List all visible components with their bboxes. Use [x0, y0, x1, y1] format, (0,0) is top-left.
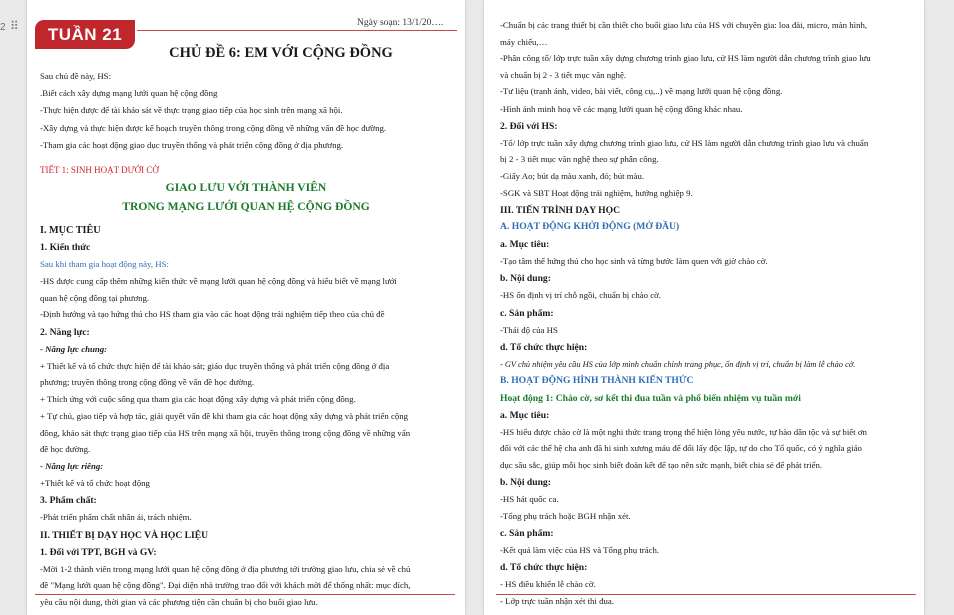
document-page-right — [484, 0, 924, 615]
content-text: -HS hát quốc ca. — [500, 493, 559, 504]
document-page-left — [27, 0, 465, 615]
competence-line: đề học đường. — [40, 444, 91, 455]
product-text: -Kết quả làm việc của HS và Tổng phụ trách. — [500, 544, 660, 555]
subsection-heading: 3. Phẩm chất: — [40, 495, 97, 507]
product-label: c. Sản phẩm: — [500, 527, 554, 539]
subsection-heading: 2. Đối với HS: — [500, 120, 558, 132]
intro-line: -Thực hiện được để tài khảo sát về thực trạng giao tiếp của học sinh trên mạng xã hội. — [40, 105, 343, 116]
product-label: c. Sản phẩm: — [500, 307, 554, 319]
competence-line: đồng, khảo sát thực trạng giao tiếp của HS trên mạng xã hội, truyền thông trong cộng đồng về những vấn — [40, 427, 411, 438]
equipment-line: máy chiếu,… — [500, 36, 548, 47]
footer-rule — [496, 594, 916, 595]
left-page-body — [40, 45, 452, 610]
activity-heading: B. HOẠT ĐỘNG HÌNH THÀNH KIẾN THỨC — [500, 374, 694, 386]
content-text: -Tổng phụ trách hoặc BGH nhận xét. — [500, 510, 631, 521]
right-page-body — [500, 17, 912, 611]
lesson-label: TIẾT 1: SINH HOẠT DƯỚI CỜ — [40, 165, 159, 176]
product-text: -Thái độ của HS — [500, 324, 558, 335]
organization-label: d. Tổ chức thực hiện: — [500, 341, 588, 353]
student-prep-line: bị 2 - 3 tiết mục văn nghệ theo sự phân công. — [500, 154, 659, 165]
intro-line: .Biết cách xây dựng mạng lưới quan hệ cộng đồng — [40, 88, 218, 99]
equipment-line: -Chuẩn bị các trang thiết bị cần thiết cho buổi giao lưu của HS với chuyên gia: loa đài, micro, màn hình, — [500, 20, 868, 30]
section-heading: II. THIẾT BỊ DẠY HỌC VÀ HỌC LIỆU — [40, 529, 209, 541]
subsection-heading: 1. Đối với TPT, BGH và GV: — [40, 546, 157, 558]
knowledge-line: -HS được cung cấp thêm những kiến thức về mạng lưới quan hệ cộng đồng và hiểu biết về mạng lưới — [40, 276, 397, 287]
equipment-line: -Hình ảnh minh hoạ về các mạng lưới quan hệ cộng đồng khác nhau. — [500, 103, 743, 114]
competence-line: +Thiết kế và tổ chức hoạt động — [40, 478, 150, 489]
goal-label: a. Mục tiêu: — [500, 239, 550, 251]
header-rule — [137, 30, 457, 31]
drag-handle-icon[interactable]: ⠿ — [10, 19, 19, 33]
organization-text: - Lớp trực tuần nhận xét thi đua. — [500, 596, 614, 607]
subsection-heading: 1. Kiến thức — [40, 242, 91, 254]
knowledge-line: -Định hướng và tạo hứng thú cho HS tham gia vào các hoạt động trải nghiệm tiếp theo của chủ đề — [40, 309, 385, 320]
section-heading: III. TIẾN TRÌNH DẠY HỌC — [500, 205, 621, 217]
intro-line: -Tham gia các hoạt động giao dục truyền thống và phát triển cộng đồng ở địa phương. — [40, 139, 344, 150]
knowledge-intro: Sau khi tham gia hoạt động này, HS: — [40, 259, 169, 270]
competence-line: + Thiết kế và tổ chức thực hiện để tài khảo sát; giáo dục truyền thống và phát triển cộng đồng ở địa — [40, 360, 390, 371]
lesson-title: TRONG MẠNG LƯỚI QUAN HỆ CỘNG ĐỒNG — [122, 199, 370, 213]
goal-text: -HS hiểu được chào cờ là một nghi thức trang trọng thể hiện lòng yêu nước, tự hào dân tộc và sự biết ơn — [500, 426, 867, 437]
student-prep-line: -SGK và SBT Hoạt động trải nghiệm, hướng nghiệp 9. — [500, 188, 693, 199]
activity-title: Hoạt động 1: Chào cờ, sơ kết thi đua tuần và phổ biến nhiệm vụ tuần mới — [500, 392, 801, 404]
equipment-line: -Tư liệu (tranh ảnh, video, bài viết, công cụ,..) về mạng lưới quan hệ cộng đồng. — [500, 86, 783, 97]
section-heading: I. MỤC TIÊU — [40, 225, 101, 237]
student-prep-line: -Tổ/ lớp trực tuần xây dựng chương trình giao lưu, cử HS làm người dẫn chương trình giao lưu và chuẩn — [500, 137, 869, 148]
general-competence-label: - Năng lực chung: — [40, 343, 108, 354]
intro-line: Sau chủ đề này, HS: — [40, 71, 112, 81]
subsection-heading: 2. Năng lực: — [40, 326, 90, 338]
organization-text: - GV chủ nhiệm yêu cầu HS của lớp mình chuẩn chỉnh trang phục, ổn định vị trí, chuẩn bị làm lễ chào cờ. — [500, 359, 856, 369]
equipment-line: đề "Mạng lưới quan hệ cộng đồng". Đại diện nhà trường trao đổi với khách mời để thống nhất: mục đích, — [40, 580, 411, 591]
page-number: 2 — [0, 22, 6, 33]
content-text: -HS ổn định vị trí chỗ ngồi, chuẩn bị chào cờ. — [500, 290, 662, 301]
intro-line: -Xây dựng và thực hiện được kế hoạch truyền thông trong cộng đồng về những vấn đề học đường. — [40, 122, 387, 133]
organization-text: - HS điều khiển lễ chào cờ. — [500, 579, 596, 590]
competence-line: + Thích ứng với cuộc sống qua tham gia các hoạt động xây dựng và phát triển cộng đồng. — [40, 394, 356, 404]
organization-label: d. Tổ chức thực hiện: — [500, 562, 588, 574]
knowledge-line: quan hệ cộng đồng tại phương. — [40, 292, 150, 303]
student-prep-line: -Giấy Ao; bút dạ màu xanh, đỏ; bút màu. — [500, 170, 645, 181]
competence-line: + Tự chủ, giao tiếp và hợp tác, giải quyết vấn đề khi tham gia các hoạt động xây dựng và phát triển cộng — [40, 411, 409, 422]
goal-text: đối với các thế hệ cha anh đã hi sinh xương máu để đổi lấy độc lập, tự do cho Tổ quốc, có ý nghĩa giáo — [500, 443, 862, 454]
specific-competence-label: - Năng lực riêng: — [40, 460, 104, 471]
equipment-line: yêu cầu nội dung, thời gian và các phương tiện cần chuẩn bị cho buổi giao lưu. — [40, 596, 318, 607]
equipment-line: -Phân công tổ/ lớp trực tuần xây dựng chương trình giao lưu, cử HS làm người dẫn chương trình giao lưu — [500, 53, 871, 64]
goal-label: a. Mục tiêu: — [500, 409, 550, 421]
competence-line: phương; truyền thông trong cộng đồng về vấn đề học đường. — [40, 377, 255, 388]
footer-rule — [35, 594, 455, 595]
week-badge: TUẦN 21 — [35, 20, 135, 49]
goal-text: -Tạo tâm thế hứng thú cho học sinh và từng bước làm quen với giờ chào cờ. — [500, 256, 768, 267]
lesson-title: GIAO LƯU VỚI THÀNH VIÊN — [165, 181, 327, 195]
content-label: b. Nội dung: — [500, 476, 551, 488]
equipment-line: -Mời 1-2 thành viên trong mạng lưới quan hệ cộng đồng ở địa phương tới trường giao lưu, chia sẻ về chủ — [40, 563, 411, 574]
content-label: b. Nội dung: — [500, 273, 551, 285]
preparation-date: Ngày soạn: 13/1/20…. — [357, 18, 444, 28]
topic-title: CHỦ ĐỀ 6: EM VỚI CỘNG ĐỒNG — [169, 45, 393, 61]
goal-text: dục sâu sắc, giúp mỗi học sinh biết đoàn kết để tạo nên sức mạnh, biết chia sẻ để phát triển. — [500, 459, 823, 470]
activity-heading: A. HOẠT ĐỘNG KHỞI ĐỘNG (MỞ ĐẦU) — [500, 221, 680, 233]
quality-line: -Phát triển phẩm chất nhân ái, trách nhiệm. — [40, 512, 192, 523]
equipment-line: và chuẩn bị 2 - 3 tiết mục văn nghệ. — [500, 69, 627, 80]
